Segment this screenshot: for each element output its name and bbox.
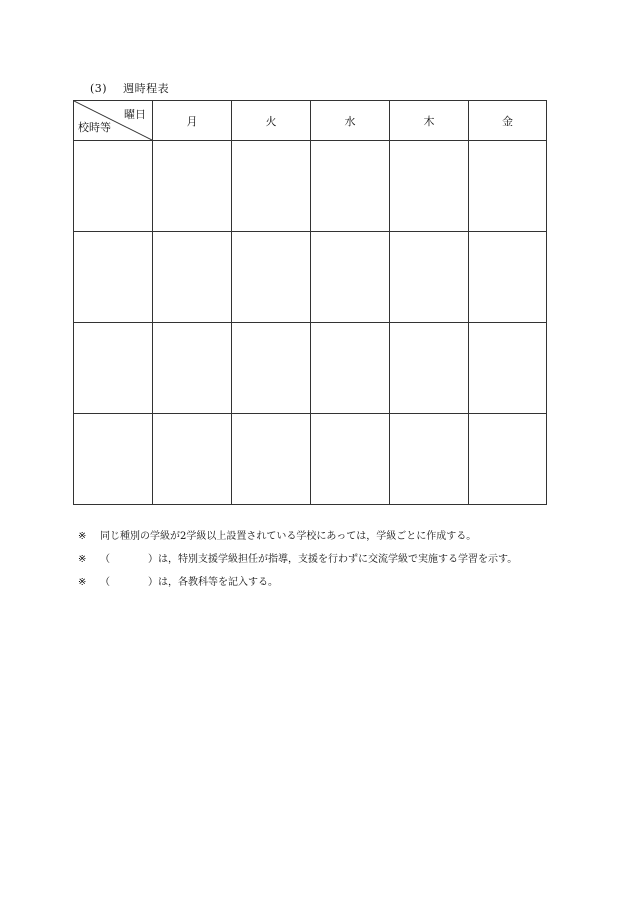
blank-space — [110, 571, 148, 594]
schedule-cell — [311, 141, 390, 232]
day-header-tue: 火 — [232, 101, 311, 141]
schedule-cell — [232, 323, 311, 414]
table-row — [74, 323, 547, 414]
period-cell — [74, 232, 153, 323]
schedule-cell — [153, 414, 232, 505]
schedule-cell — [232, 232, 311, 323]
note-close-paren: ） — [148, 554, 158, 565]
day-header-wed: 水 — [311, 101, 390, 141]
header-row — [74, 101, 547, 141]
schedule-cell — [311, 323, 390, 414]
schedule-cell — [469, 323, 547, 414]
section-number: (3) — [90, 82, 108, 95]
schedule-cell — [390, 323, 469, 414]
notes-section — [78, 525, 517, 594]
day-header-fri: 金 — [469, 101, 547, 141]
schedule-cell — [469, 141, 547, 232]
schedule-cell — [232, 414, 311, 505]
note-text: は，各教科等を記入する。 — [158, 577, 278, 588]
note-close-paren: ） — [148, 577, 158, 588]
note-1 — [78, 525, 517, 548]
note-2 — [78, 548, 517, 571]
schedule-cell — [153, 141, 232, 232]
corner-label-day: 曜日 — [124, 108, 146, 121]
schedule-cell — [232, 141, 311, 232]
note-text: 同じ種別の学級が2学級以上設置されている学校にあっては，学級ごとに作成する。 — [100, 531, 477, 542]
day-header-mon: 月 — [153, 101, 232, 141]
schedule-cell — [469, 414, 547, 505]
table-row — [74, 141, 547, 232]
weekly-timetable — [73, 100, 547, 505]
period-cell — [74, 414, 153, 505]
schedule-cell — [153, 323, 232, 414]
schedule-cell — [390, 414, 469, 505]
blank-space — [110, 548, 148, 571]
schedule-cell — [390, 232, 469, 323]
corner-label-period: 校時等 — [78, 121, 111, 134]
period-cell — [74, 141, 153, 232]
note-open-paren: （ — [100, 554, 110, 565]
schedule-cell — [311, 414, 390, 505]
note-mark: ※ — [78, 531, 87, 542]
section-title: 週時程表 — [123, 82, 170, 95]
note-text: は，特別支援学級担任が指導，支援を行わずに交流学級で実施する学習を示す。 — [158, 554, 518, 565]
schedule-cell — [311, 232, 390, 323]
note-mark: ※ — [78, 554, 87, 565]
schedule-cell — [469, 232, 547, 323]
note-mark: ※ — [78, 577, 87, 588]
period-cell — [74, 323, 153, 414]
corner-cell — [74, 101, 153, 141]
note-open-paren: （ — [100, 577, 110, 588]
table-row — [74, 414, 547, 505]
schedule-cell — [390, 141, 469, 232]
schedule-cell — [153, 232, 232, 323]
table-row — [74, 232, 547, 323]
note-3 — [78, 571, 517, 594]
day-header-thu: 木 — [390, 101, 469, 141]
section-heading — [90, 80, 169, 96]
